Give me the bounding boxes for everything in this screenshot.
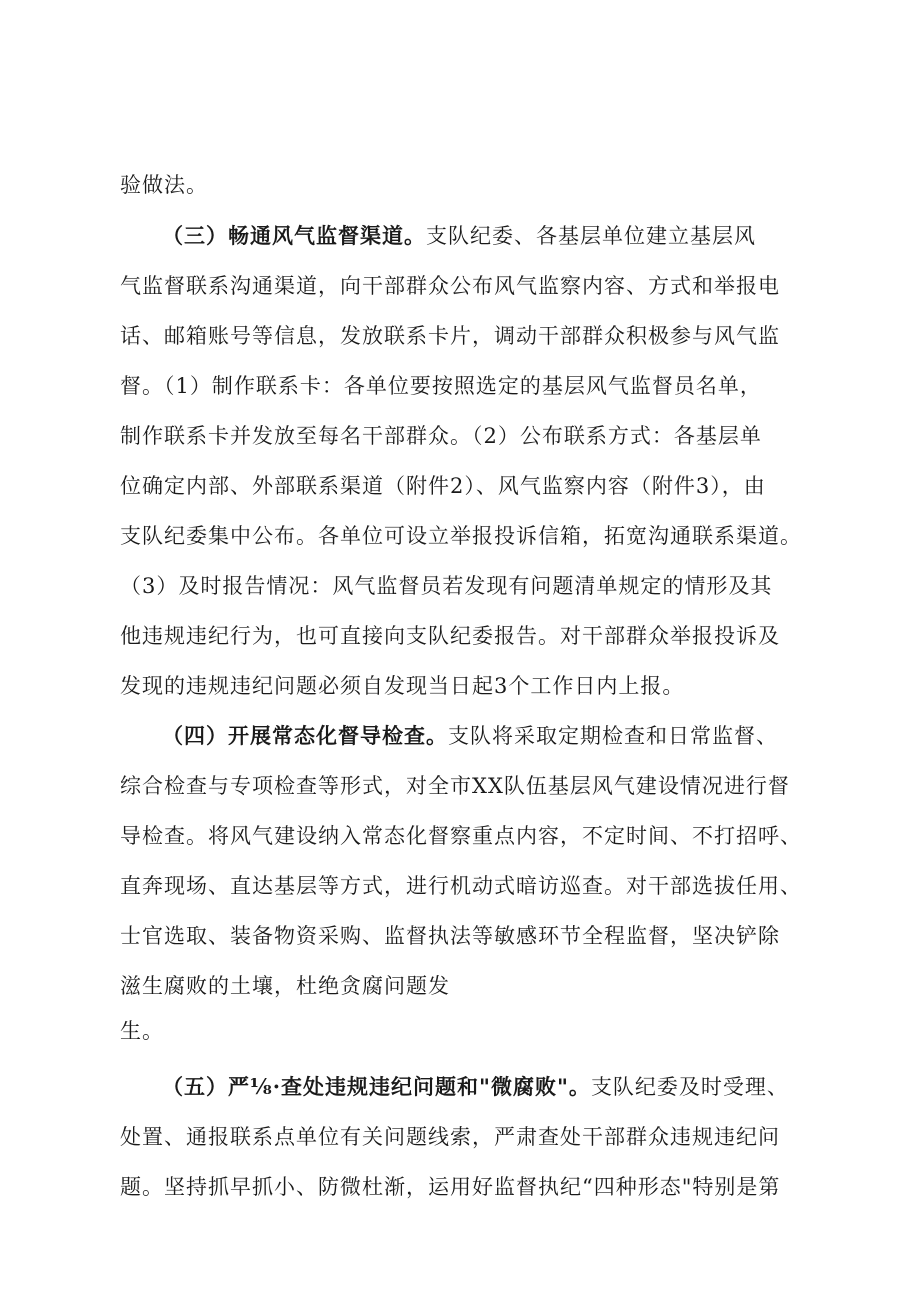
line-text: 督。（1）制作联系卡：各单位要按照选定的基层风气监督员名单， bbox=[120, 374, 762, 398]
line-text: 滋生腐败的土壤，杜绝贪腐问题发 bbox=[120, 974, 450, 998]
text-line-4 bbox=[120, 323, 780, 349]
text-line-14 bbox=[120, 823, 802, 849]
line-text: 位确定内部、外部联系渠道（附件2）、风气监察内容（附件3），由 bbox=[120, 474, 766, 498]
line-text: 支队纪委、各基层单位建立基层风 bbox=[426, 224, 756, 248]
line-text: 话、邮箱账号等信息，发放联系卡片，调动干部群众积极参与风气监 bbox=[120, 324, 780, 348]
section-3-heading-line bbox=[162, 223, 756, 249]
line-text: 支队纪委及时受理、 bbox=[590, 1075, 789, 1099]
line-text: 发现的违规违纪问题必须自发现当日起3个工作日内上报。 bbox=[120, 674, 685, 698]
section-4-heading-line bbox=[162, 723, 778, 749]
line-text: 综合检查与专项检查等形式，对全市XX队伍基层风气建设情况进行督 bbox=[120, 774, 790, 798]
line-text: 士官选取、装备物资采购、监督执法等敏感环节全程监督，坚决铲除 bbox=[120, 924, 780, 948]
section-heading: （三）畅通风气监督渠道。 bbox=[162, 223, 426, 248]
text-line-9 bbox=[120, 573, 772, 599]
text-line-6 bbox=[120, 423, 762, 449]
section-heading: （四）开展常态化督导检查。 bbox=[162, 723, 448, 748]
text-line-3 bbox=[120, 273, 780, 299]
section-heading: （五）严⅛·查处违规违纪问题和"微腐败"。 bbox=[162, 1074, 591, 1099]
text-line-16 bbox=[120, 923, 780, 949]
text-line-7 bbox=[120, 473, 766, 499]
line-text: （3）及时报告情况：风气监督员若发现有问题清单规定的情形及其 bbox=[120, 574, 773, 598]
line-text: 支队纪委集中公布。各单位可设立举报投诉信箱，拓宽沟通联系渠道。 bbox=[120, 524, 802, 548]
line-text: 处置、通报联系点单位有关问题线索，严肃查处干部群众违规违纪问 bbox=[120, 1125, 780, 1149]
line-text: 生。 bbox=[120, 1019, 164, 1043]
line-text: 支队将采取定期检查和日常监督、 bbox=[448, 724, 778, 748]
line-text: 导检查。将风气建设纳入常态化督察重点内容，不定时间、不打招呼、 bbox=[120, 824, 802, 848]
text-line-20 bbox=[120, 1124, 780, 1150]
text-line-15 bbox=[120, 873, 802, 899]
text-line-17 bbox=[120, 973, 450, 999]
text-line-21 bbox=[120, 1174, 780, 1200]
line-text: 验做法。 bbox=[120, 173, 208, 197]
text-line-13 bbox=[120, 773, 790, 799]
text-line-18 bbox=[120, 1018, 164, 1044]
line-text: 直奔现场、直达基层等方式，进行机动式暗访巡查。对干部选拔任用、 bbox=[120, 874, 802, 898]
text-line-11 bbox=[120, 673, 684, 699]
line-text: 制作联系卡并发放至每名干部群众。（2）公布联系方式：各基层单 bbox=[120, 424, 762, 448]
line-text: 题。坚持抓早抓小、防微杜渐，运用好监督执纪“四种形态"特别是第 bbox=[120, 1175, 781, 1199]
text-line-5 bbox=[120, 373, 762, 399]
section-5-heading-line bbox=[162, 1074, 789, 1100]
text-line-8 bbox=[120, 523, 802, 549]
text-line-10 bbox=[120, 623, 780, 649]
line-text: 气监督联系沟通渠道，向干部群众公布风气监察内容、方式和举报电 bbox=[120, 274, 780, 298]
text-line-1 bbox=[120, 172, 208, 198]
line-text: 他违规违纪行为，也可直接向支队纪委报告。对干部群众举报投诉及 bbox=[120, 624, 780, 648]
